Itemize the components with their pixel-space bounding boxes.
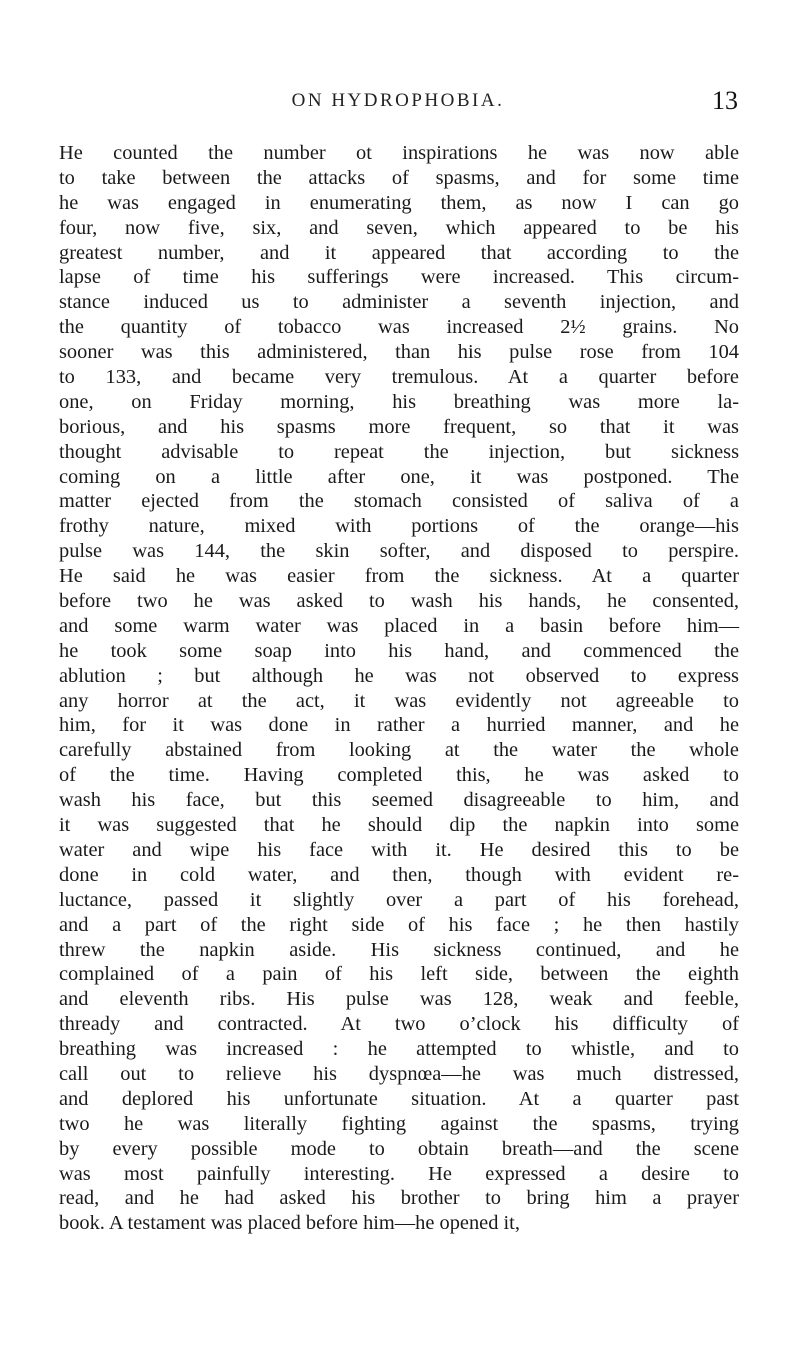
text-line: matter ejected from the stomach consisted of saliva of a — [59, 490, 739, 513]
text-line: lapse of time his sufferings were increased. This circum- — [59, 266, 739, 289]
text-line: book. A testament was placed before him—he opened it, — [59, 1212, 520, 1235]
text-line: thought advisable to repeat the injection, but sickness — [59, 440, 739, 463]
text-line: water and wipe his face with it. He desired this to be — [59, 838, 739, 861]
page-number: 13 — [712, 86, 738, 115]
text-line: sooner was this administered, than his pulse rose from 104 — [59, 341, 739, 364]
text-line: ablution ; but although he was not observed to express — [59, 664, 739, 687]
text-line: it was suggested that he should dip the napkin into some — [59, 814, 739, 837]
text-line: him, for it was done in rather a hurried manner, and he — [59, 714, 739, 737]
page-header — [58, 80, 738, 120]
text-line: frothy nature, mixed with portions of the orange—his — [59, 515, 739, 538]
running-title: ON HYDROPHOBIA. — [291, 90, 505, 111]
text-line: thready and contracted. At two o’clock his difficulty of — [59, 1013, 739, 1036]
text-line: breathing was increased : he attempted to whistle, and to — [59, 1038, 739, 1061]
text-line: was most painfully interesting. He expressed a desire to — [59, 1162, 739, 1185]
text-line: stance induced us to administer a seventh injection, and — [59, 291, 739, 314]
text-line: threw the napkin aside. His sickness continued, and he — [59, 938, 739, 961]
text-line: and a part of the right side of his face ; he then hastily — [59, 913, 739, 936]
text-line: luctance, passed it slightly over a part of his forehead, — [59, 888, 739, 911]
text-line: He counted the number ot inspirations he was now able — [59, 142, 739, 164]
text-line: any horror at the act, it was evidently not agreeable to — [59, 689, 739, 712]
text-line: and deplored his unfortunate situation. At a quarter past — [59, 1087, 739, 1110]
text-line: of the time. Having completed this, he was asked to — [59, 764, 739, 787]
text-line: done in cold water, and then, though with evident re- — [59, 863, 739, 886]
text-line: the quantity of tobacco was increased 2½ grains. No — [59, 316, 739, 339]
text-line: wash his face, but this seemed disagreeable to him, and — [59, 789, 739, 812]
text-line: he was engaged in enumerating them, as now I can go — [59, 191, 739, 214]
text-line: pulse was 144, the skin softer, and disposed to perspire. — [59, 540, 739, 563]
text-line: coming on a little after one, it was postponed. The — [59, 465, 739, 488]
text-line: borious, and his spasms more frequent, so that it was — [59, 415, 739, 438]
text-line: greatest number, and it appeared that according to the — [59, 241, 739, 264]
text-line: one, on Friday morning, his breathing was more la- — [59, 390, 739, 413]
text-line: call out to relieve his dyspnœa—he was much distressed, — [59, 1062, 739, 1085]
text-line: He said he was easier from the sickness. At a quarter — [59, 565, 739, 588]
body-text — [59, 141, 739, 1236]
text-line: two he was literally fighting against the spasms, trying — [59, 1112, 739, 1135]
text-line: four, now five, six, and seven, which appeared to be his — [59, 216, 739, 239]
text-line: to 133, and became very tremulous. At a quarter before — [59, 366, 739, 389]
text-line: carefully abstained from looking at the water the whole — [59, 739, 739, 762]
text-line: and eleventh ribs. His pulse was 128, weak and feeble, — [59, 988, 739, 1011]
text-line: to take between the attacks of spasms, and for some time — [59, 166, 739, 189]
text-line: read, and he had asked his brother to bring him a prayer — [59, 1187, 739, 1210]
text-line: and some warm water was placed in a basin before him— — [59, 614, 739, 637]
text-line: he took some soap into his hand, and commenced the — [59, 639, 739, 662]
text-line: complained of a pain of his left side, between the eighth — [59, 963, 739, 986]
text-line: by every possible mode to obtain breath—and the scene — [59, 1137, 739, 1160]
text-line: before two he was asked to wash his hands, he consented, — [59, 590, 739, 613]
